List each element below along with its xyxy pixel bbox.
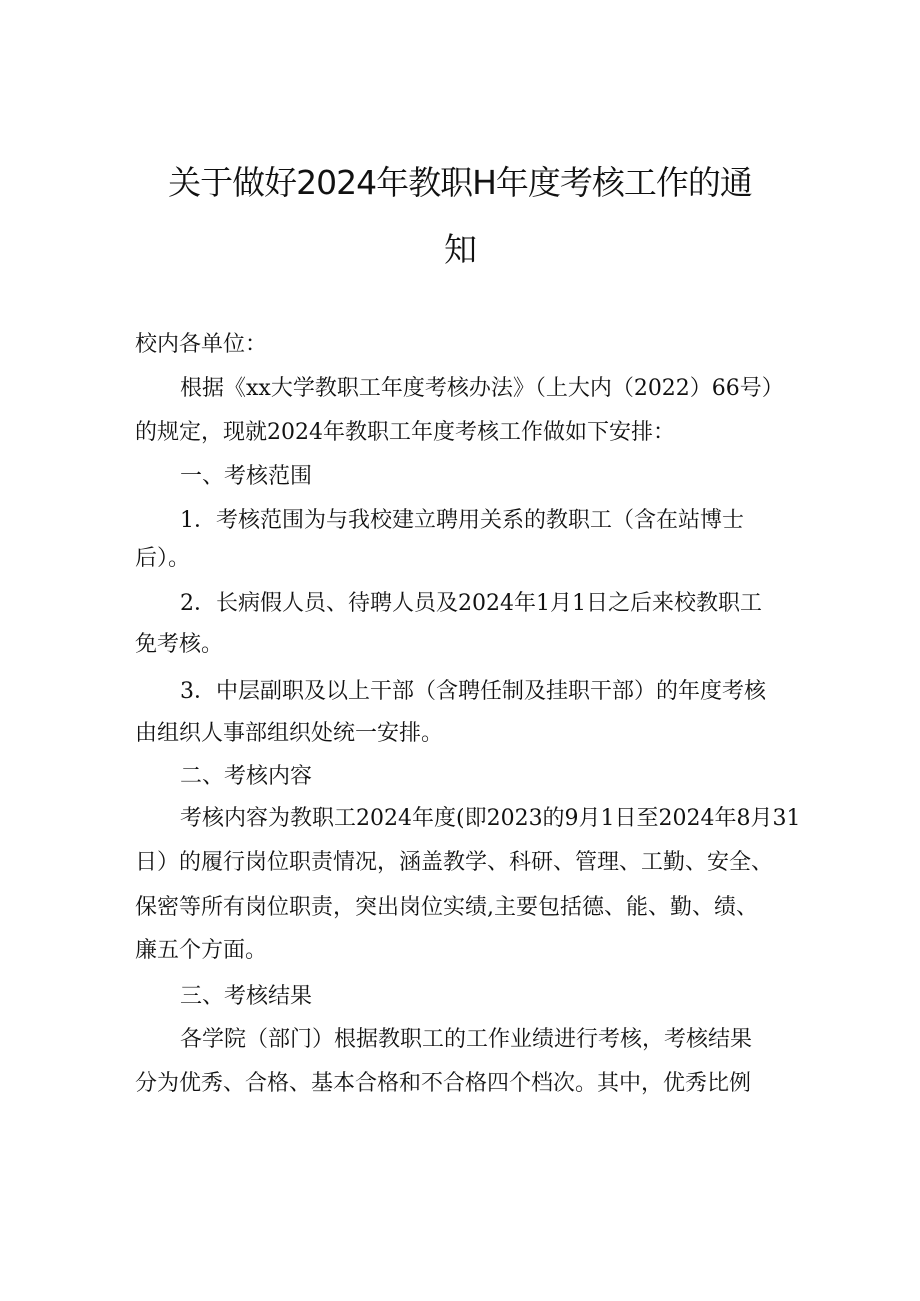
section-1-item-1-line-1: 1．考核范围为与我校建立聘用关系的教职工（含在站博士	[180, 508, 744, 533]
section-1-heading: 一、考核范围	[180, 464, 313, 489]
section-2-body-line-3: 保密等所有岗位职责，突出岗位实绩,主要包括德、能、勤、绩、	[135, 895, 758, 920]
section-3-heading: 三、考核结果	[180, 984, 313, 1009]
section-1-item-2-line-1: 2．长病假人员、待聘人员及2024年1月1日之后来校教职工	[180, 591, 762, 616]
section-1-item-3-line-1: 3．中层副职及以上干部（含聘任制及挂职干部）的年度考核	[180, 679, 766, 704]
section-3-body-line-2: 分为优秀、合格、基本合格和不合格四个档次。其中，优秀比例	[135, 1071, 752, 1096]
section-1-item-3-line-2: 由组织人事部组织处统一安排。	[135, 721, 444, 746]
section-2-body-line-4: 廉五个方面。	[135, 938, 268, 963]
document-title-line-1: 关于做好2024年教职H年度考核工作的通	[168, 163, 752, 202]
section-2-body-line-1: 考核内容为教职工2024年度(即2023的9月1日至2024年8月31	[180, 806, 801, 831]
section-1-item-1-line-2: 后）。	[135, 546, 191, 571]
section-2-heading: 二、考核内容	[180, 764, 313, 789]
document-title-line-2: 知	[444, 230, 476, 269]
section-3-body-line-1: 各学院（部门）根据教职工的工作业绩进行考核，考核结果	[180, 1027, 753, 1052]
salutation: 校内各单位：	[135, 332, 268, 357]
section-2-body-line-2: 日）的履行岗位职责情况，涵盖教学、科研、管理、工勤、安全、	[135, 850, 774, 875]
intro-paragraph-line-1: 根据《xx大学教职工年度考核办法》（上大内（2022）66号）	[180, 376, 784, 401]
section-1-item-2-line-2: 免考核。	[135, 632, 224, 657]
intro-paragraph-line-2: 的规定，现就2024年教职工年度考核工作做如下安排：	[135, 420, 675, 445]
